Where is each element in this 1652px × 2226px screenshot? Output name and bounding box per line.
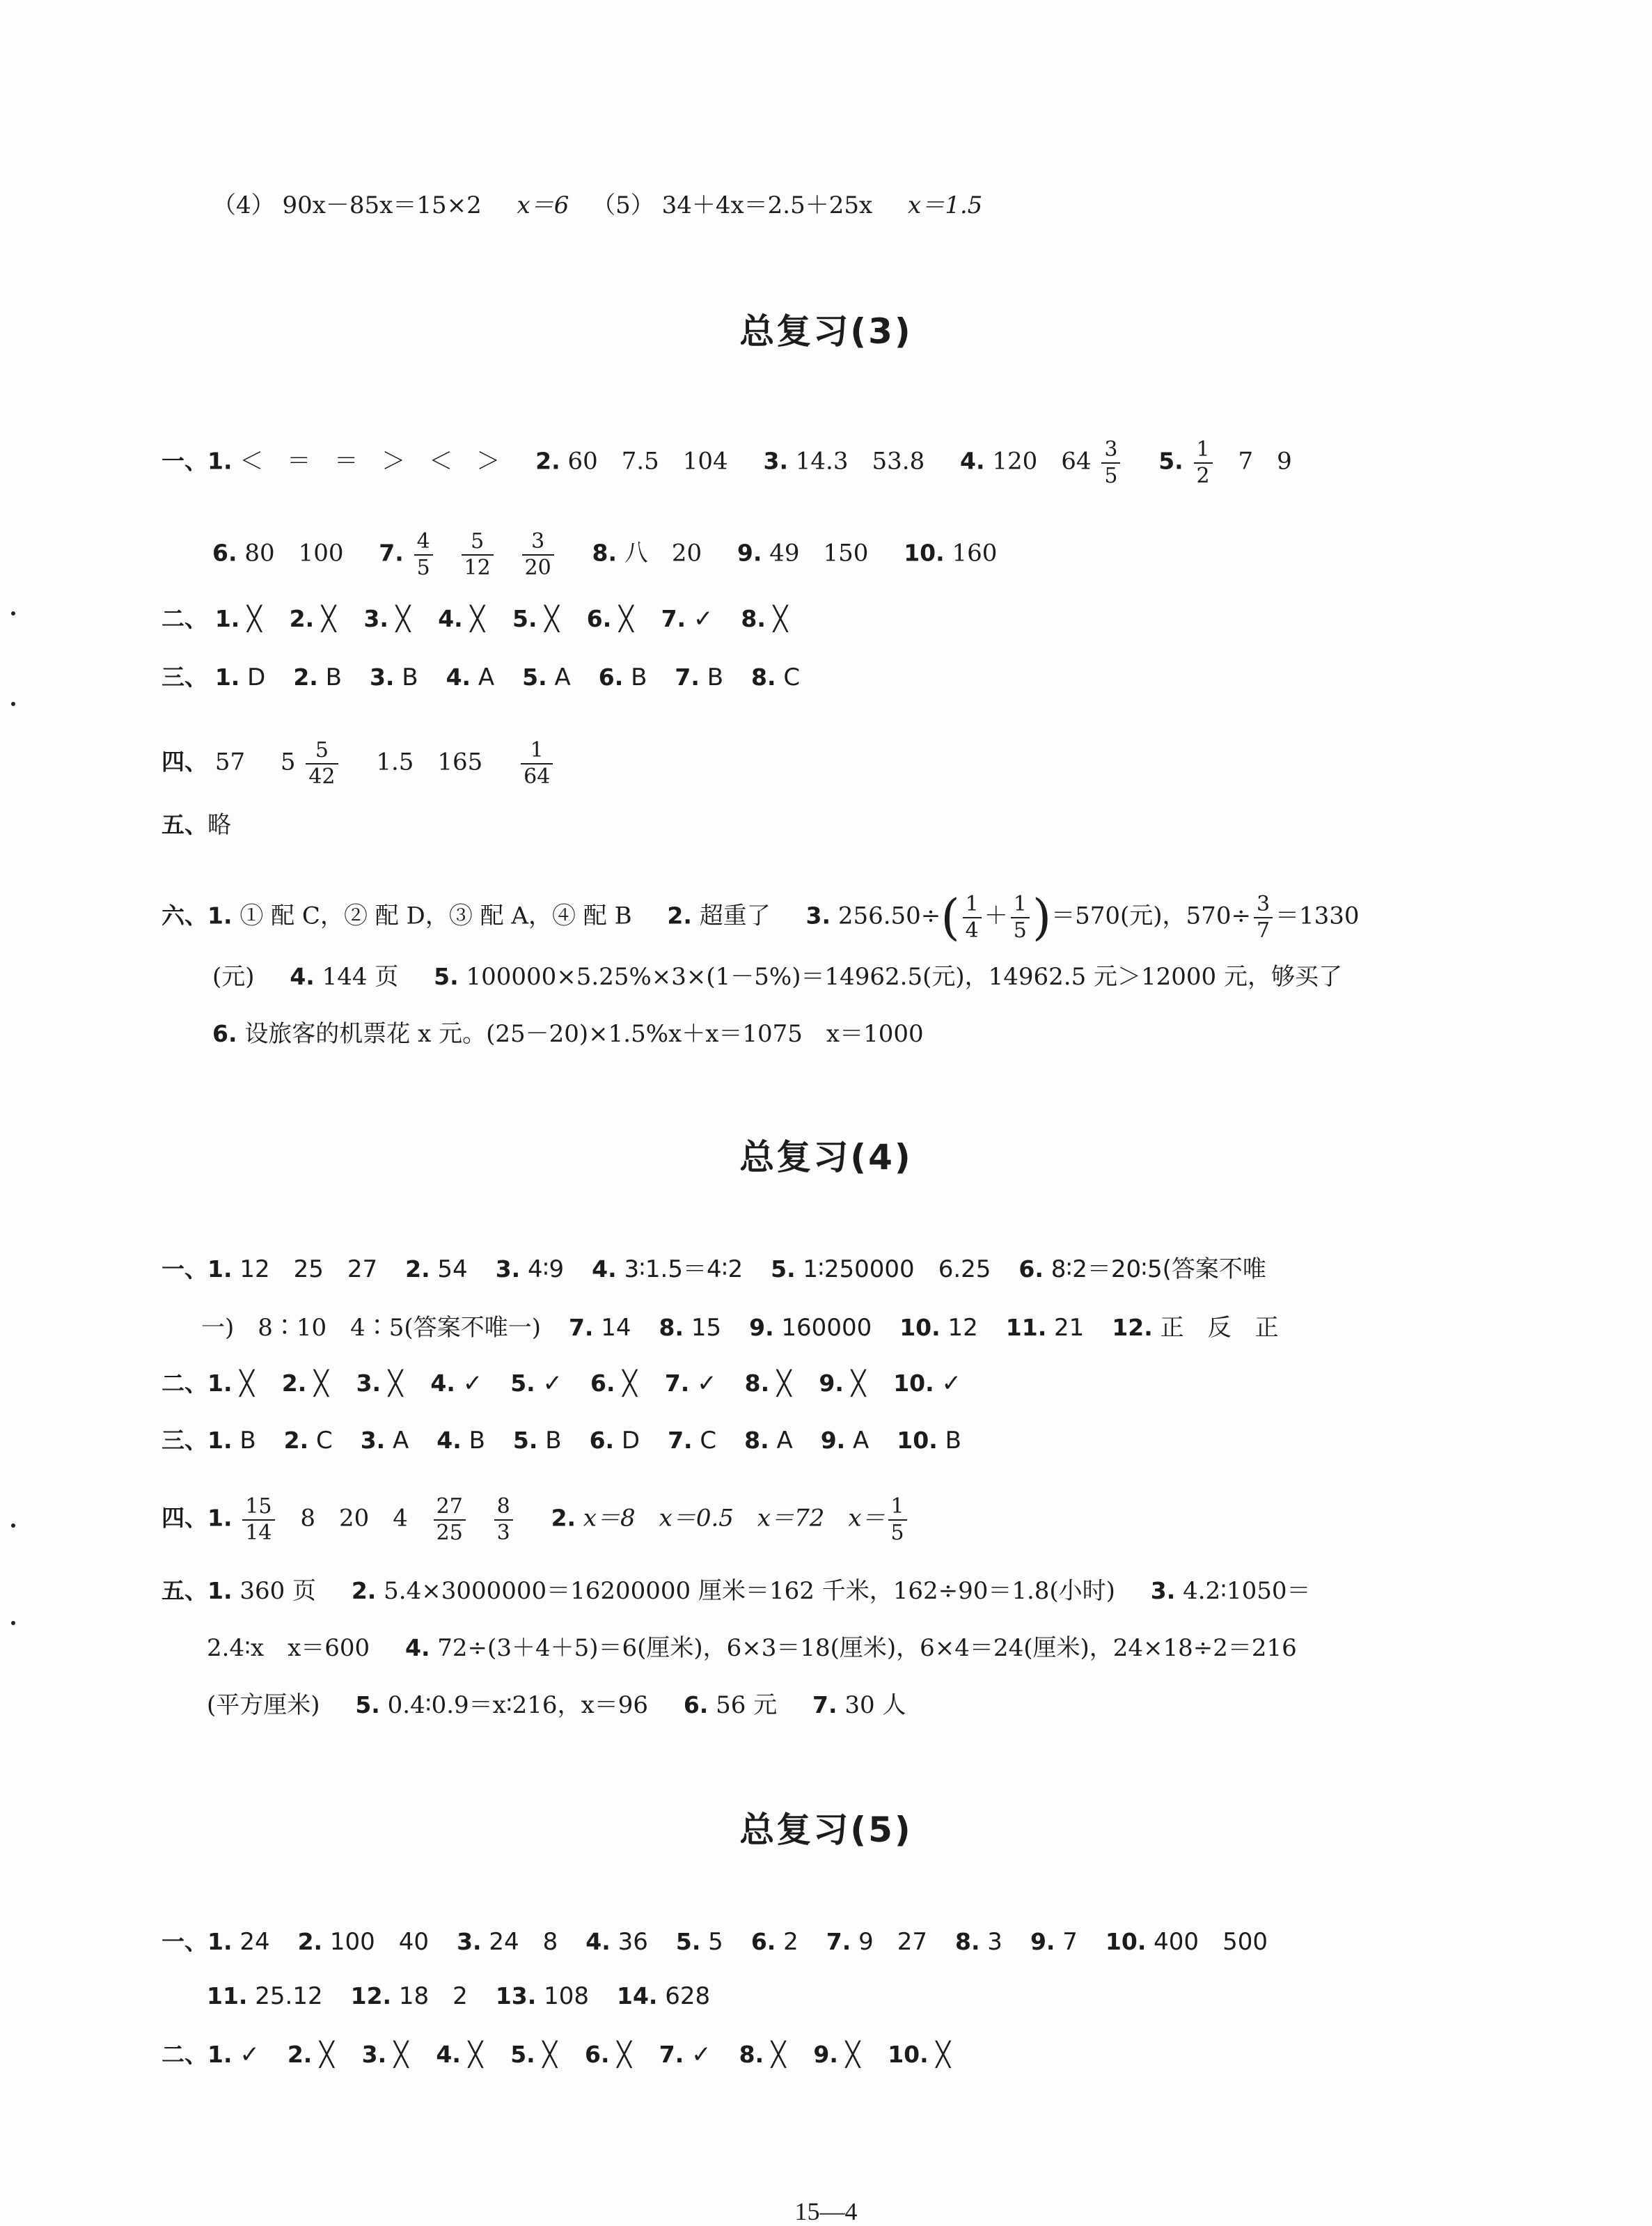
answer: A xyxy=(393,1427,409,1455)
fraction: $\frac{5}{42}$ xyxy=(306,739,338,787)
s4-wu-line1 xyxy=(162,1579,1311,1603)
s3-liu-label: 六、 xyxy=(162,902,207,930)
q-num: 2. xyxy=(351,1577,377,1604)
q-num: 3. xyxy=(1150,1577,1176,1604)
answer: 360 页 xyxy=(239,1577,317,1605)
answer: B xyxy=(945,1427,961,1455)
answer: 49 150 xyxy=(769,539,869,567)
answer: ╳ xyxy=(773,605,788,633)
q-num: 5. xyxy=(355,1691,380,1718)
answer: ╳ xyxy=(845,2041,860,2069)
q-num: 6. xyxy=(589,1427,615,1454)
q-num: 1. xyxy=(207,2041,233,2068)
s5-yi-line2 xyxy=(207,1984,710,2008)
s4-si-label: 四、 xyxy=(162,1504,207,1532)
answer: x＝8 x＝0.5 x＝72 x＝ xyxy=(583,1504,886,1533)
answer: 108 xyxy=(544,1982,589,2010)
p4-solution: x＝6 xyxy=(517,191,569,219)
q-num: 4. xyxy=(436,1427,462,1454)
answer: A xyxy=(478,664,495,691)
top-equation-line xyxy=(212,191,983,219)
q-num: 8. xyxy=(659,1314,684,1341)
answer: 7 xyxy=(1062,1928,1078,1956)
answer: ╳ xyxy=(320,2041,334,2069)
q-num: 7. xyxy=(668,1427,693,1454)
answer: ╳ xyxy=(393,2041,409,2069)
q-num: 9. xyxy=(813,2041,838,2068)
answer: 八 20 xyxy=(624,539,702,567)
q-num: 4. xyxy=(436,2041,461,2068)
section-title-4: 总复习(4) xyxy=(739,1137,913,1177)
q-num: 3. xyxy=(495,1255,521,1283)
s4-er-line xyxy=(162,1372,961,1395)
answer: 1∶250000 6.25 xyxy=(803,1255,991,1283)
answer: 2 xyxy=(783,1928,799,1956)
answer: B xyxy=(545,1427,562,1455)
q-num: 9. xyxy=(737,539,762,567)
q-num: 1. xyxy=(207,1504,233,1532)
q-num: 12. xyxy=(1112,1314,1153,1341)
q-num: 1. xyxy=(207,1577,233,1604)
q-num: 9. xyxy=(749,1314,774,1341)
answer: ＝570(元)，570÷ xyxy=(1051,902,1251,930)
s4-wu-line2 xyxy=(207,1636,1297,1660)
section-title-3: 总复习(3) xyxy=(739,311,913,352)
q-num: 5. xyxy=(512,605,537,632)
fraction: $\frac{1}{4}$ xyxy=(963,893,982,941)
q-num: 2. xyxy=(289,605,315,632)
q-num: 3. xyxy=(356,1370,381,1397)
answer: C xyxy=(315,1427,333,1455)
fraction: $\frac{1}{5}$ xyxy=(888,1496,907,1544)
s4-si-line xyxy=(162,1496,910,1544)
answer: ╳ xyxy=(314,1370,329,1397)
q-num: 8. xyxy=(744,1370,770,1397)
q-num: 7. xyxy=(568,1314,594,1341)
answer: ╳ xyxy=(776,1370,792,1397)
q-num: 3. xyxy=(457,1928,482,1955)
answer: 2.4∶x x＝600 xyxy=(207,1634,370,1662)
q-num: 2. xyxy=(667,902,692,930)
answer: 5.4×3000000＝16200000 厘米＝162 千米，162÷90＝1.8(小时) xyxy=(384,1577,1115,1605)
q-num: 5. xyxy=(510,1370,535,1397)
answer: 8∶2＝20∶5(答案不唯 xyxy=(1051,1255,1266,1283)
answer: 54 xyxy=(437,1255,468,1283)
q-num: 4. xyxy=(404,1634,430,1661)
s3-liu-line3 xyxy=(212,1022,924,1046)
fraction: $\frac{1}{64}$ xyxy=(521,739,553,787)
answer: 56 元 xyxy=(716,1691,778,1719)
q-num: 8. xyxy=(954,1928,980,1955)
section-title-5: 总复习(5) xyxy=(739,1810,913,1850)
answer: ✓ xyxy=(542,1370,563,1397)
fraction: $\frac{1}{2}$ xyxy=(1194,439,1213,487)
answer: 3 xyxy=(987,1928,1002,1956)
q-num: 2. xyxy=(281,1370,307,1397)
answer: C xyxy=(700,1427,717,1455)
answer: ① 配 C，② 配 D，③ 配 A，④ 配 B xyxy=(239,902,632,930)
q-num: 2. xyxy=(405,1255,430,1283)
s3-san-label: 三、 xyxy=(162,664,207,691)
q-num: 6. xyxy=(212,1020,237,1047)
q-num: 6. xyxy=(1018,1255,1044,1283)
answer: ✓ xyxy=(239,2041,260,2069)
q-num: 7. xyxy=(379,539,404,567)
answer: 120 64 xyxy=(992,447,1092,476)
answer: B xyxy=(325,664,342,691)
answer: 12 xyxy=(947,1314,978,1342)
q-num: 1. xyxy=(207,1370,233,1397)
answer: 14.3 53.8 xyxy=(795,447,925,476)
s3-wu-label: 五、 xyxy=(162,811,207,838)
answer: 24 8 xyxy=(489,1928,558,1956)
answer: 144 页 xyxy=(322,963,399,991)
margin-dot xyxy=(11,702,15,706)
q-num: 8. xyxy=(741,605,766,632)
answer: 一) 8∶10 4∶5(答案不唯一) xyxy=(201,1314,541,1342)
s5-yi-label: 一、 xyxy=(162,1928,207,1955)
answer: 3∶1.5＝4∶2 xyxy=(624,1255,744,1283)
q-num: 5. xyxy=(434,963,459,990)
answer: ╳ xyxy=(771,2041,786,2069)
s3-er-line xyxy=(162,607,787,631)
p5-solution: x＝1.5 xyxy=(908,191,983,219)
answer: ╳ xyxy=(622,1370,637,1397)
p5-label: （5） xyxy=(592,191,654,219)
answer: 12 25 27 xyxy=(239,1255,378,1283)
q-num: 2. xyxy=(293,664,318,691)
s4-yi-label: 一、 xyxy=(162,1255,207,1283)
q-num: 7. xyxy=(661,605,686,632)
q-num: 2. xyxy=(535,447,560,475)
p4-equation: 90x－85x＝15×2 xyxy=(282,191,482,219)
s5-yi-line1 xyxy=(162,1930,1268,1954)
s4-yi-line1 xyxy=(162,1257,1266,1281)
answer: D xyxy=(621,1427,640,1455)
answer: ╳ xyxy=(936,2041,950,2069)
p4-label: （4） xyxy=(212,191,275,219)
q-num: 2. xyxy=(287,2041,313,2068)
answer: ╳ xyxy=(321,605,336,633)
q-num: 3. xyxy=(361,2041,387,2068)
q-num: 5. xyxy=(510,2041,535,2068)
answer: 略 xyxy=(207,811,231,839)
answer: 57 xyxy=(214,748,246,776)
q-num: 8. xyxy=(751,664,776,691)
s4-er-label: 二、 xyxy=(162,1370,207,1397)
p5-equation: 34＋4x＝2.5＋25x xyxy=(661,191,873,219)
q-num: 1. xyxy=(214,664,240,691)
q-num: 14. xyxy=(617,1982,658,2009)
s3-yi-line1 xyxy=(162,439,1292,487)
answer: ＝1330 xyxy=(1275,902,1360,930)
s4-san-line xyxy=(162,1427,961,1455)
answer: B xyxy=(239,1427,256,1455)
answer: ╳ xyxy=(468,2041,483,2069)
answer: ╳ xyxy=(247,605,262,633)
s4-wu-label: 五、 xyxy=(162,1577,207,1604)
q-num: 1. xyxy=(207,1255,233,1283)
q-num: 9. xyxy=(820,1427,846,1454)
answer: ╳ xyxy=(395,605,411,633)
answer: ✓ xyxy=(697,1370,717,1397)
q-num: 6. xyxy=(683,1691,709,1718)
answer: 设旅客的机票花 x 元。(25－20)×1.5%x＋x＝1075 x＝1000 xyxy=(244,1020,924,1048)
q-num: 6. xyxy=(590,1370,615,1397)
q-num: 6. xyxy=(598,664,624,691)
q-num: 1. xyxy=(214,605,240,632)
answer: B xyxy=(469,1427,485,1455)
q-num: 11. xyxy=(1005,1314,1047,1341)
q-num: 6. xyxy=(586,605,612,632)
answer: ✓ xyxy=(941,1370,961,1397)
answer: 25.12 xyxy=(255,1982,323,2010)
s3-liu-line2 xyxy=(212,965,1342,989)
q-num: 7. xyxy=(812,1691,837,1718)
answer: 100 40 xyxy=(329,1928,430,1956)
answer: 21 xyxy=(1054,1314,1085,1342)
q-num: 12. xyxy=(350,1982,392,2009)
q-num: 10. xyxy=(888,2041,929,2068)
q-num: 5. xyxy=(1158,447,1183,475)
q-num: 13. xyxy=(495,1982,537,2009)
q-num: 4. xyxy=(960,447,985,475)
q-num: 9. xyxy=(819,1370,844,1397)
s3-er-label: 二、 xyxy=(162,605,207,632)
s5-er-label: 二、 xyxy=(162,2041,207,2068)
q-num: 8. xyxy=(744,1427,769,1454)
answer: 超重了 xyxy=(699,902,771,930)
q-num: 10. xyxy=(1105,1928,1147,1955)
q-num: 6. xyxy=(750,1928,776,1955)
q-num: 6. xyxy=(585,2041,610,2068)
answer: 100000×5.25%×3×(1－5%)＝14962.5(元)，14962.5 元＞12000 元，够买了 xyxy=(466,963,1342,991)
q-num: 3. xyxy=(763,447,788,475)
answer: 72÷(3＋4＋5)＝6(厘米)，6×3＝18(厘米)，6×4＝24(厘米)，24×18÷2＝216 xyxy=(437,1634,1297,1662)
answer: A xyxy=(554,664,571,691)
page-number: 15—4 xyxy=(794,2197,858,2225)
s5-er-line xyxy=(162,2043,950,2067)
answer: 9 27 xyxy=(858,1928,927,1956)
margin-dot xyxy=(11,1621,15,1625)
q-num: 10. xyxy=(893,1370,934,1397)
q-num: 4. xyxy=(430,1370,455,1397)
q-num: 1. xyxy=(207,902,233,930)
q-num: 4. xyxy=(290,963,315,990)
answer: 8 20 4 xyxy=(300,1504,408,1533)
answer: 正 反 正 xyxy=(1160,1314,1279,1342)
s3-yi-line2 xyxy=(212,531,997,579)
q-num: 3. xyxy=(363,605,388,632)
s3-si-line xyxy=(162,739,556,787)
fraction: $\frac{1}{5}$ xyxy=(1011,893,1030,941)
answer: 160 xyxy=(952,539,998,567)
answer: B xyxy=(402,664,418,691)
answer: 30 人 xyxy=(844,1691,906,1719)
q-num: 6. xyxy=(212,539,237,567)
q-num: 8. xyxy=(592,539,617,567)
answer: 160000 xyxy=(781,1314,872,1342)
q-num: 3. xyxy=(369,664,395,691)
q-num: 3. xyxy=(805,902,831,930)
answer: 628 xyxy=(665,1982,711,2010)
q-num: 2. xyxy=(297,1928,323,1955)
s4-san-label: 三、 xyxy=(162,1427,207,1454)
answer: 4.2∶1050＝ xyxy=(1183,1577,1311,1605)
q-num: 2. xyxy=(551,1504,576,1532)
margin-dot xyxy=(11,1523,15,1528)
answer: 15 xyxy=(691,1314,722,1342)
answer: 36 xyxy=(617,1928,648,1956)
q-num: 1. xyxy=(207,1928,233,1955)
q-num: 4. xyxy=(438,605,463,632)
answer: 1.5 165 xyxy=(376,748,483,776)
q-num: 10. xyxy=(904,539,945,567)
answer: ╳ xyxy=(617,2041,631,2069)
fraction: $\frac{3}{20}$ xyxy=(522,531,554,579)
q-num: 5. xyxy=(522,664,547,691)
answer: 5 xyxy=(280,748,296,776)
answer: ✓ xyxy=(691,2041,711,2069)
fraction: $\frac{3}{7}$ xyxy=(1254,893,1273,941)
q-num: 8. xyxy=(739,2041,764,2068)
q-num: 5. xyxy=(675,1928,701,1955)
answer: ╳ xyxy=(851,1370,866,1397)
q-num: 1. xyxy=(207,447,233,475)
answer: ╳ xyxy=(544,605,559,633)
answer: ╳ xyxy=(542,2041,557,2069)
answer: 7 9 xyxy=(1238,447,1292,476)
answer: 400 500 xyxy=(1154,1928,1268,1956)
answer: 256.50÷ xyxy=(837,902,941,930)
answer: (平方厘米) xyxy=(207,1691,320,1719)
s3-wu-line xyxy=(162,813,231,837)
q-num: 11. xyxy=(207,1982,248,2009)
answer: (元) xyxy=(212,963,255,991)
q-num: 4. xyxy=(585,1928,611,1955)
fraction: $\frac{27}{25}$ xyxy=(434,1496,466,1544)
q-num: 10. xyxy=(897,1427,938,1454)
answer: B xyxy=(631,664,647,691)
q-num: 4. xyxy=(592,1255,617,1283)
s3-yi-label: 一、 xyxy=(162,447,207,475)
margin-dot xyxy=(11,611,15,616)
q-num: 5. xyxy=(512,1427,538,1454)
fraction: $\frac{5}{12}$ xyxy=(462,531,494,579)
fraction: $\frac{8}{3}$ xyxy=(494,1496,513,1544)
q-num: 4. xyxy=(446,664,471,691)
q-num: 7. xyxy=(659,2041,684,2068)
answer: ✓ xyxy=(693,605,714,633)
q-num: 5. xyxy=(771,1255,796,1283)
answer: 14 xyxy=(601,1314,631,1342)
q-num: 10. xyxy=(899,1314,941,1341)
q-num: 1. xyxy=(207,1427,233,1454)
s4-yi-line2 xyxy=(201,1316,1279,1340)
q-num: 3. xyxy=(360,1427,386,1454)
answer: D xyxy=(247,664,266,691)
answer: ╳ xyxy=(470,605,485,633)
answer: 0.4∶0.9＝x∶216，x＝96 xyxy=(387,1691,649,1719)
s3-san-line xyxy=(162,666,800,689)
fraction: $\frac{15}{14}$ xyxy=(242,1496,274,1544)
answer: 24 xyxy=(239,1928,270,1956)
answer: 60 7.5 104 xyxy=(567,447,728,476)
answer: 80 100 xyxy=(244,539,344,567)
q-num: 7. xyxy=(826,1928,851,1955)
answer: 4∶9 xyxy=(528,1255,565,1283)
answer: C xyxy=(783,664,801,691)
answer: ╳ xyxy=(388,1370,403,1397)
q-num: 9. xyxy=(1030,1928,1055,1955)
s3-si-label: 四、 xyxy=(162,748,207,776)
fraction: $\frac{3}{5}$ xyxy=(1101,439,1120,487)
answer: ╳ xyxy=(239,1370,254,1397)
q-num: 7. xyxy=(675,664,700,691)
s3-liu-line1: 六、1. ① 配 C，② 配 D，③ 配 A，④ 配 B 2. 超重了 3. 256.50÷( $\frac{1}{4}$ ＋ $\frac{1}{5}$ )＝570(元)，570÷ $\frac{3}{7}$ ＝1330 xyxy=(162,888,1360,946)
answer: B xyxy=(707,664,724,691)
q-num: 2. xyxy=(283,1427,309,1454)
answer: 5 xyxy=(708,1928,723,1956)
answer: ✓ xyxy=(462,1370,483,1397)
answer: ＜ ＝ ＝ ＞ ＜ ＞ xyxy=(239,447,501,476)
fraction: $\frac{4}{5}$ xyxy=(414,531,433,579)
s4-wu-line3 xyxy=(207,1693,906,1717)
answer: A xyxy=(776,1427,793,1455)
q-num: 7. xyxy=(664,1370,690,1397)
answer: A xyxy=(853,1427,870,1455)
answer: 18 2 xyxy=(398,1982,468,2010)
answer: ╳ xyxy=(619,605,634,633)
